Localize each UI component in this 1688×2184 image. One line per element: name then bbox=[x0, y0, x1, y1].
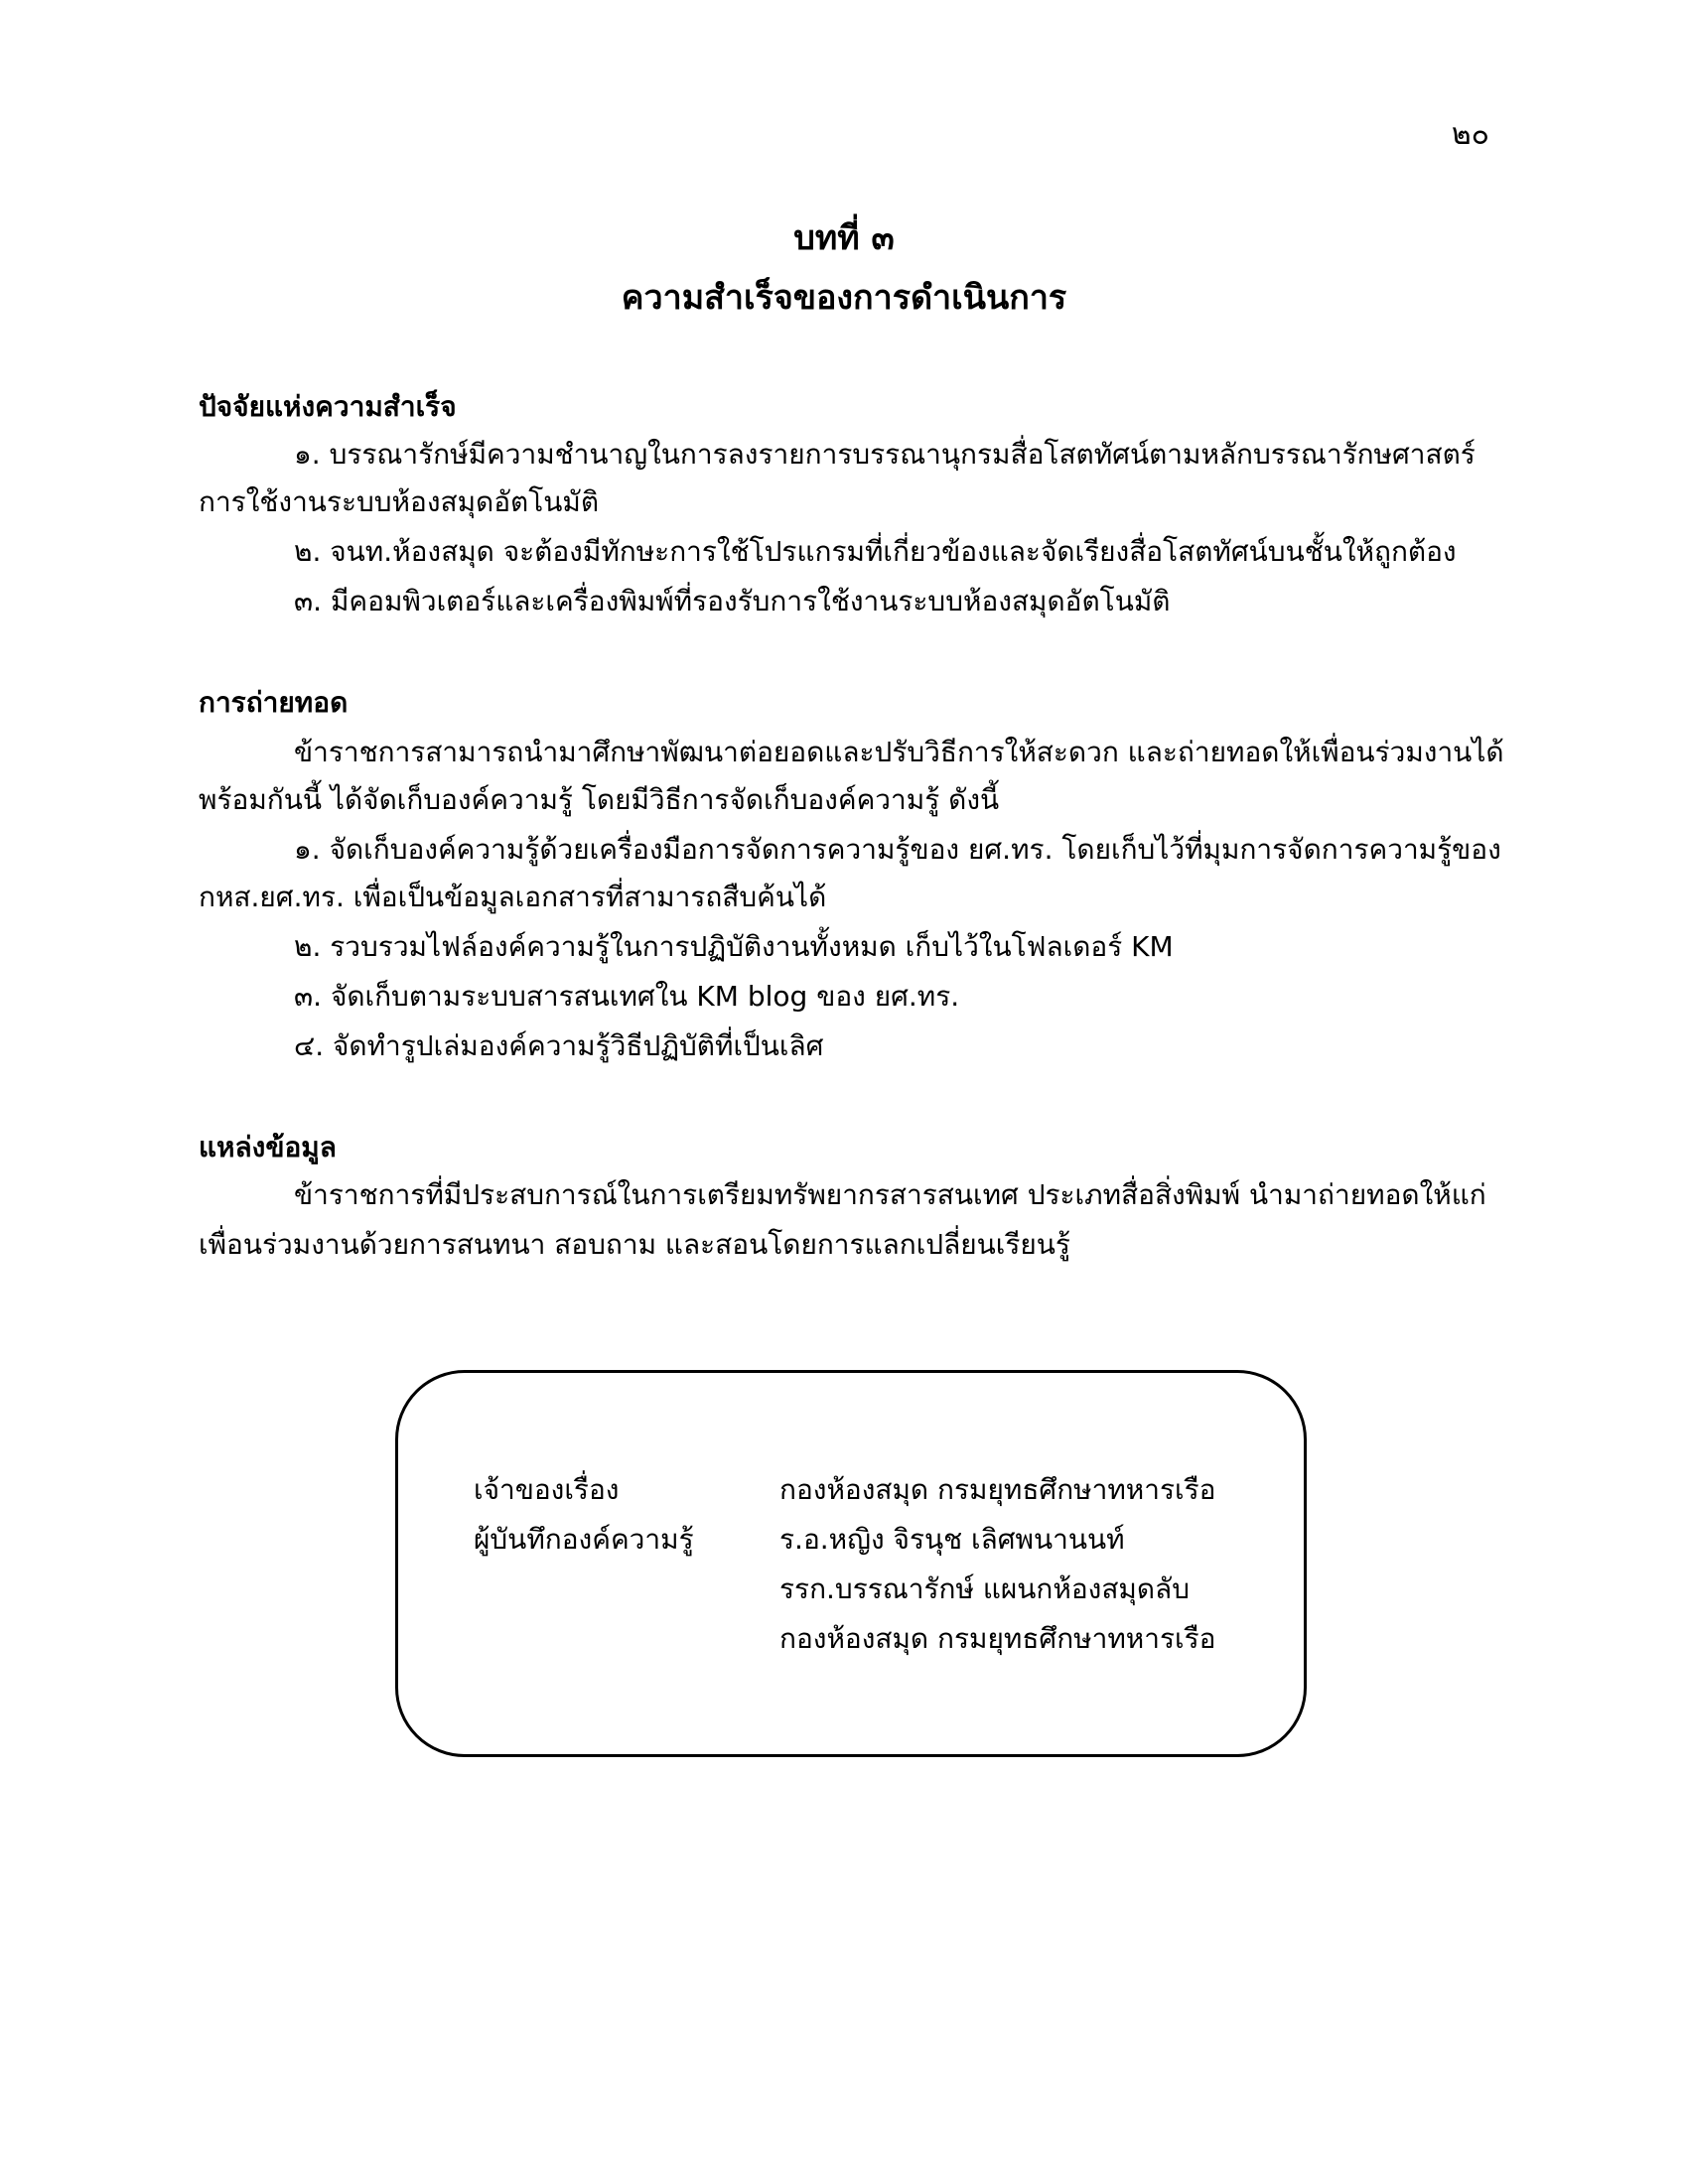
chapter-number: บทที่ ๓ bbox=[793, 218, 895, 258]
paragraph-line: เพื่อนร่วมงานด้วยการสนทนา สอบถาม และสอนโดยการแลกเปลี่ยนเรียนรู้ bbox=[199, 1228, 1070, 1261]
info-box bbox=[395, 1370, 1307, 1757]
owner-value: กองห้องสมุด กรมยุทธศึกษาทหารเรือ bbox=[779, 1473, 1216, 1506]
paragraph-line: ๑. จัดเก็บองค์ความรู้ด้วยเครื่องมือการจัดการความรู้ของ ยศ.ทร. โดยเก็บไว้ที่มุมการจัดการความรู้ของ bbox=[294, 833, 1501, 866]
paragraph-line: ๒. รวบรวมไฟล์องค์ความรู้ในการปฏิบัติงานทั้งหมด เก็บไว้ในโฟลเดอร์ KM bbox=[294, 930, 1174, 963]
section-heading-transfer: การถ่ายทอด bbox=[199, 686, 349, 719]
chapter-title: ความสำเร็จของการดำเนินการ bbox=[621, 278, 1067, 318]
section-heading-sources: แหล่งข้อมูล bbox=[199, 1131, 337, 1163]
paragraph-line: ๒. จนท.ห้องสมุด จะต้องมีทักษะการใช้โปรแกรมที่เกี่ยวข้องและจัดเรียงสื่อโสตทัศน์บนชั้นให้ถูกต้อง bbox=[294, 535, 1457, 568]
page-number: ๒๐ bbox=[1451, 117, 1489, 152]
recorder-unit: กองห้องสมุด กรมยุทธศึกษาทหารเรือ bbox=[779, 1622, 1216, 1655]
recorder-position: รรก.บรรณารักษ์ แผนกห้องสมุดลับ bbox=[779, 1572, 1190, 1605]
recorder-label: ผู้บันทึกองค์ความรู้ bbox=[474, 1523, 694, 1556]
paragraph-line: ๑. บรรณารักษ์มีความชำนาญในการลงรายการบรรณานุกรมสื่อโสตทัศน์ตามหลักบรรณารักษศาสตร์ bbox=[294, 438, 1476, 471]
paragraph-line: ๓. มีคอมพิวเตอร์และเครื่องพิมพ์ที่รองรับการใช้งานระบบห้องสมุดอัตโนมัติ bbox=[294, 585, 1171, 617]
paragraph-line: ข้าราชการสามารถนำมาศึกษาพัฒนาต่อยอดและปรับวิธีการให้สะดวก และถ่ายทอดให้เพื่อนร่วมงานได้ bbox=[294, 736, 1504, 768]
paragraph-line: กหส.ยศ.ทร. เพื่อเป็นข้อมูลเอกสารที่สามารถสืบค้นได้ bbox=[199, 881, 827, 913]
paragraph-line: พร้อมกันนี้ ได้จัดเก็บองค์ความรู้ โดยมีวิธีการจัดเก็บองค์ความรู้ ดังนี้ bbox=[199, 783, 1000, 816]
paragraph-line: ๓. จัดเก็บตามระบบสารสนเทศใน KM blog ของ ยศ.ทร. bbox=[294, 980, 960, 1013]
paragraph-line: ๔. จัดทำรูปเล่มองค์ความรู้วิธีปฏิบัติที่เป็นเลิศ bbox=[294, 1029, 824, 1062]
section-heading-success-factors: ปัจจัยแห่งความสำเร็จ bbox=[199, 390, 457, 423]
recorder-name: ร.อ.หญิง จิรนุช เลิศพนานนท์ bbox=[779, 1523, 1125, 1556]
paragraph-line: ข้าราชการที่มีประสบการณ์ในการเตรียมทรัพยากรสารสนเทศ ประเภทสื่อสิ่งพิมพ์ นำมาถ่ายทอดให้แก่ bbox=[294, 1178, 1486, 1211]
paragraph-line: การใช้งานระบบห้องสมุดอัตโนมัติ bbox=[199, 485, 600, 518]
owner-label: เจ้าของเรื่อง bbox=[474, 1473, 620, 1506]
